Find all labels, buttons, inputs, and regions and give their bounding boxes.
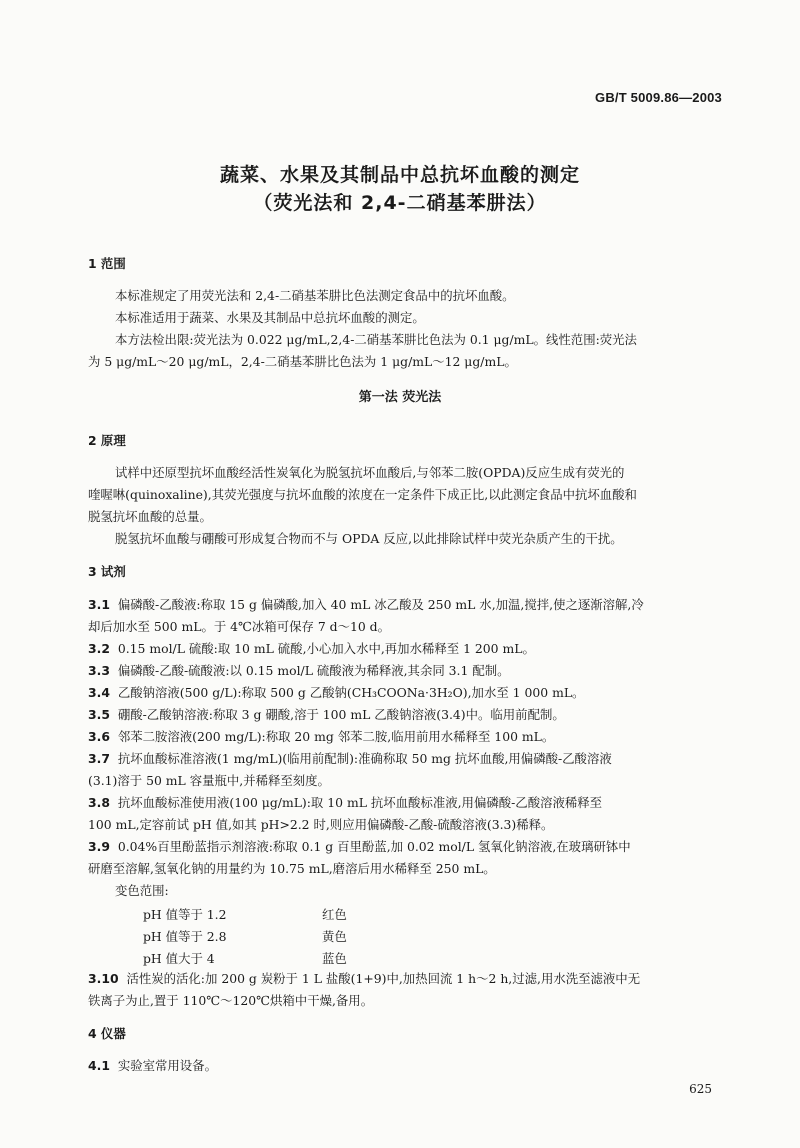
paragraph: 却后加水至 500 mL。于 4℃冰箱可保存 7 d～10 d。 xyxy=(88,619,390,634)
clause-number: 3.4 xyxy=(88,685,110,700)
clause-3-6 xyxy=(88,729,738,745)
clause-number: 3.1 xyxy=(88,597,110,612)
paragraph: 本方法检出限:荧光法为 0.022 μg/mL,2,4-二硝基苯肼比色法为 0.1 μg/mL。线性范围:荧光法 xyxy=(115,332,637,347)
range-color: 黄色 xyxy=(322,929,347,944)
clause-text: 0.15 mol/L 硫酸:取 10 mL 硫酸,小心加入水中,再加水稀释至 1 200 mL。 xyxy=(117,641,535,656)
clause-3-3 xyxy=(88,663,738,679)
clause-text: 0.04%百里酚蓝指示剂溶液:称取 0.1 g 百里酚蓝,加 0.02 mol/L 氢氧化钠溶液,在玻璃研钵中 xyxy=(117,839,631,854)
document-title: 蔬菜、水果及其制品中总抗坏血酸的测定 xyxy=(219,164,580,186)
range-label: 变色范围: xyxy=(115,883,169,898)
clause-text: 活性炭的活化:加 200 g 炭粉于 1 L 盐酸(1+9)中,加热回流 1 h～2 h,过滤,用水洗至滤液中无 xyxy=(126,971,641,986)
paragraph: 喹喔啉(quinoxaline),其荧光强度与抗坏血酸的浓度在一定条件下成正比,以此测定食品中抗坏血酸和 xyxy=(88,487,637,502)
clause-number: 3.7 xyxy=(88,751,110,766)
paragraph: 铁离子为止,置于 110℃～120℃烘箱中干燥,备用。 xyxy=(88,993,374,1008)
clause-number: 3.5 xyxy=(88,707,110,722)
clause-text: 乙酸钠溶液(500 g/L):称取 500 g 乙酸钠(CH₃COONa·3H₂O),加水至 1 000 mL。 xyxy=(117,685,585,700)
clause-text: 硼酸-乙酸钠溶液:称取 3 g 硼酸,溶于 100 mL 乙酸钠溶液(3.4)中。临用前配制。 xyxy=(117,707,565,722)
clause-number: 3.8 xyxy=(88,795,110,810)
range-color: 红色 xyxy=(322,907,347,922)
section-1-heading: 1 范围 xyxy=(88,256,126,271)
clause-number: 3.3 xyxy=(88,663,110,678)
standard-code: GB/T 5009.86—2003 xyxy=(595,90,722,105)
section-2-heading: 2 原理 xyxy=(88,433,126,448)
paragraph: 脱氢抗坏血酸的总量。 xyxy=(88,509,212,524)
section-4-heading: 4 仪器 xyxy=(88,1026,126,1041)
clause-3-9 xyxy=(88,839,738,855)
paragraph: 100 mL,定容前试 pH 值,如其 pH>2.2 时,则应用偏磷酸-乙酸-硫酸溶液(3.3)稀释。 xyxy=(88,817,554,832)
clause-3-5 xyxy=(88,707,738,723)
paragraph: (3.1)溶于 50 mL 容量瓶中,并稀释至刻度。 xyxy=(88,773,330,788)
clause-4-1 xyxy=(88,1058,738,1074)
clause-3-7 xyxy=(88,751,738,767)
page-number: 625 xyxy=(689,1082,712,1096)
clause-text: 实验室常用设备。 xyxy=(117,1058,217,1073)
range-color: 蓝色 xyxy=(322,951,347,966)
clause-3-8 xyxy=(88,795,738,811)
method-heading: 第一法 荧光法 xyxy=(358,390,442,405)
clause-number: 4.1 xyxy=(88,1058,110,1073)
clause-number: 3.2 xyxy=(88,641,110,656)
clause-3-4 xyxy=(88,685,738,701)
paragraph: 试样中还原型抗坏血酸经活性炭氧化为脱氢抗坏血酸后,与邻苯二胺(OPDA)反应生成有荧光的 xyxy=(115,465,625,480)
range-condition: pH 值等于 1.2 xyxy=(143,907,227,922)
clause-text: 抗坏血酸标准溶液(1 mg/mL)(临用前配制):准确称取 50 mg 抗坏血酸,用偏磷酸-乙酸溶液 xyxy=(117,751,612,766)
clause-text: 偏磷酸-乙酸液:称取 15 g 偏磷酸,加入 40 mL 冰乙酸及 250 mL 水,加温,搅拌,使之逐渐溶解,冷 xyxy=(117,597,644,612)
clause-3-1 xyxy=(88,597,738,613)
range-row xyxy=(0,905,800,921)
clause-text: 偏磷酸-乙酸-硫酸液:以 0.15 mol/L 硫酸液为稀释液,其余同 3.1 配制。 xyxy=(117,663,510,678)
clause-number: 3.9 xyxy=(88,839,110,854)
clause-3-10 xyxy=(88,971,738,987)
paragraph: 为 5 μg/mL～20 μg/mL，2,4-二硝基苯肼比色法为 1 μg/mL～12 μg/mL。 xyxy=(88,354,517,369)
paragraph: 研磨至溶解,氢氧化钠的用量约为 10.75 mL,磨溶后用水稀释至 250 mL。 xyxy=(88,861,496,876)
clause-3-2 xyxy=(88,641,738,657)
paragraph: 本标准规定了用荧光法和 2,4-二硝基苯肼比色法测定食品中的抗坏血酸。 xyxy=(115,288,515,303)
clause-number: 3.10 xyxy=(88,971,119,986)
range-condition: pH 值大于 4 xyxy=(143,951,215,966)
paragraph: 本标准适用于蔬菜、水果及其制品中总抗坏血酸的测定。 xyxy=(115,310,425,325)
clause-number: 3.6 xyxy=(88,729,110,744)
range-condition: pH 值等于 2.8 xyxy=(143,929,227,944)
clause-text: 邻苯二胺溶液(200 mg/L):称取 20 mg 邻苯二胺,临用前用水稀释至 100 mL。 xyxy=(117,729,555,744)
clause-text: 抗坏血酸标准使用液(100 μg/mL):取 10 mL 抗坏血酸标准液,用偏磷酸-乙酸溶液稀释至 xyxy=(117,795,603,810)
range-row xyxy=(0,949,800,965)
document-subtitle: （荧光法和 2,4-二硝基苯肼法） xyxy=(253,192,547,214)
range-row xyxy=(0,927,800,943)
section-3-heading: 3 试剂 xyxy=(88,564,126,579)
paragraph: 脱氢抗坏血酸与硼酸可形成复合物而不与 OPDA 反应,以此排除试样中荧光杂质产生的干扰。 xyxy=(115,531,623,546)
